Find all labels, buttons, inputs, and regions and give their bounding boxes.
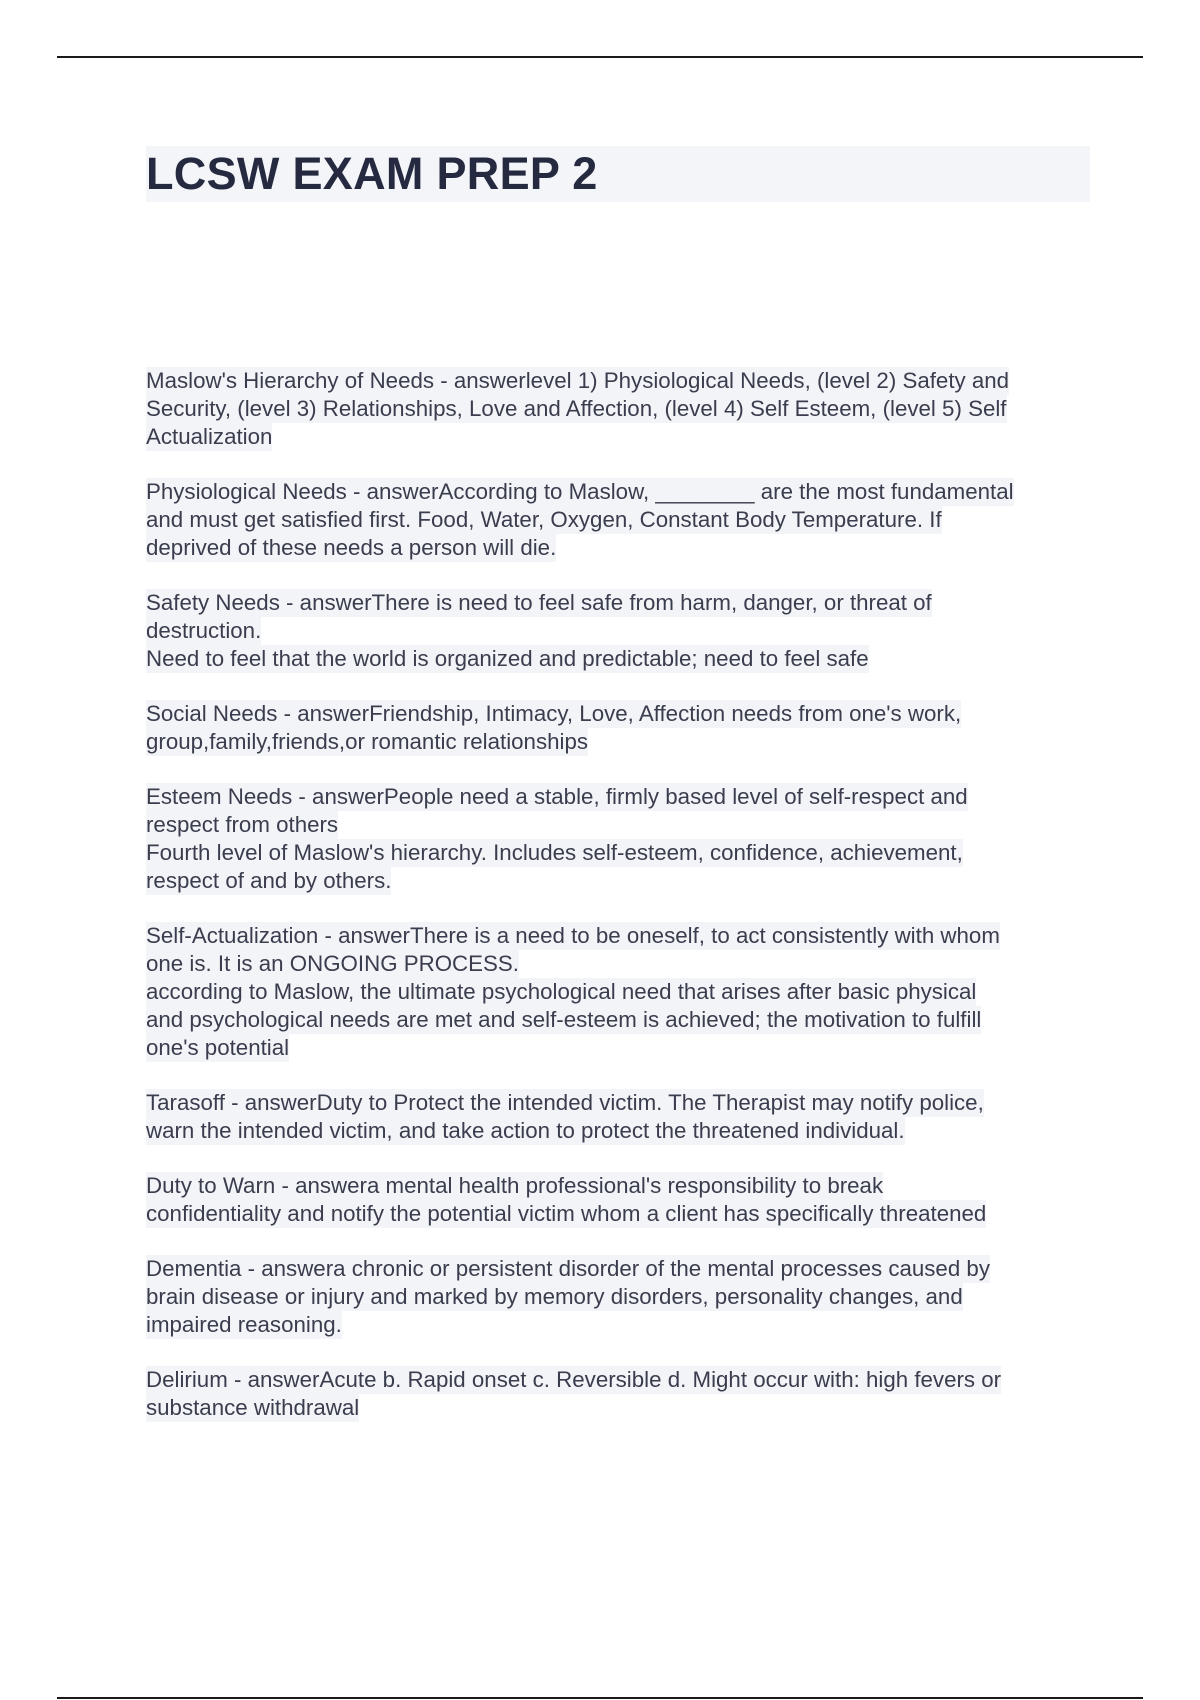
entry-text-line: destruction. xyxy=(146,618,262,643)
flashcard-entry xyxy=(146,478,1090,562)
entry-text-line: Delirium - answerAcute b. Rapid onset c. Reversible d. Might occur with: high fevers or xyxy=(146,1367,1002,1392)
entry-text-line: Social Needs - answerFriendship, Intimacy, Love, Affection needs from one's work, xyxy=(146,701,962,726)
entry-text-line: deprived of these needs a person will die. xyxy=(146,535,557,560)
entry-text-line: respect of and by others. xyxy=(146,868,392,893)
entry-text-line: Maslow's Hierarchy of Needs - answerlevel 1) Physiological Needs, (level 2) Safety and xyxy=(146,368,1010,393)
entry-text-line: Safety Needs - answerThere is need to feel safe from harm, danger, or threat of xyxy=(146,590,932,615)
bottom-rule xyxy=(57,1697,1143,1699)
entry-text-line: impaired reasoning. xyxy=(146,1312,342,1337)
entry-text-line: one's potential xyxy=(146,1035,290,1060)
flashcard-entry xyxy=(146,783,1090,895)
entry-text-line: one is. It is an ONGOING PROCESS. xyxy=(146,951,519,976)
entry-text-line: and psychological needs are met and self-esteem is achieved; the motivation to fulfill xyxy=(146,1007,982,1032)
flashcard-entry xyxy=(146,589,1090,673)
entry-text-line: Esteem Needs - answerPeople need a stable, firmly based level of self-respect and xyxy=(146,784,968,809)
flashcard-entry xyxy=(146,1089,1090,1145)
flashcard-entry xyxy=(146,367,1090,451)
entry-text-line: respect from others xyxy=(146,812,339,837)
document-title: LCSW EXAM PREP 2 xyxy=(146,148,598,199)
entry-text-line: Self-Actualization - answerThere is a need to be oneself, to act consistently with whom xyxy=(146,923,1000,948)
entry-text-line: Actualization xyxy=(146,424,273,449)
entry-text-line: substance withdrawal xyxy=(146,1395,360,1420)
top-rule xyxy=(57,56,1143,58)
entry-text-line: Need to feel that the world is organized and predictable; need to feel safe xyxy=(146,646,869,671)
entry-text-line: Security, (level 3) Relationships, Love and Affection, (level 4) Self Esteem, (level 5) Self xyxy=(146,396,1007,421)
entry-text-line: confidentiality and notify the potential victim whom a client has specifically threatened xyxy=(146,1201,987,1226)
entry-text-line: Fourth level of Maslow's hierarchy. Includes self-esteem, confidence, achievement, xyxy=(146,840,963,865)
entry-text-line: Dementia - answera chronic or persistent disorder of the mental processes caused by xyxy=(146,1256,990,1281)
entry-text-line: Tarasoff - answerDuty to Protect the intended victim. The Therapist may notify police, xyxy=(146,1090,984,1115)
entry-text-line: Physiological Needs - answerAccording to Maslow, ________ are the most fundamental xyxy=(146,479,1014,504)
entry-text-line: warn the intended victim, and take action to protect the threatened individual. xyxy=(146,1118,905,1143)
flashcard-entry xyxy=(146,1255,1090,1339)
entry-text-line: brain disease or injury and marked by memory disorders, personality changes, and xyxy=(146,1284,963,1309)
entry-text-line: group,family,friends,or romantic relationships xyxy=(146,729,588,754)
flashcard-entry xyxy=(146,700,1090,756)
flashcard-entry xyxy=(146,1172,1090,1228)
flashcard-entry xyxy=(146,1366,1090,1422)
flashcard-list xyxy=(146,367,1090,1449)
entry-text-line: and must get satisfied first. Food, Water, Oxygen, Constant Body Temperature. If xyxy=(146,507,942,532)
flashcard-entry xyxy=(146,922,1090,1062)
entry-text-line: Duty to Warn - answera mental health professional's responsibility to break xyxy=(146,1173,884,1198)
entry-text-line: according to Maslow, the ultimate psychological need that arises after basic physical xyxy=(146,979,977,1004)
